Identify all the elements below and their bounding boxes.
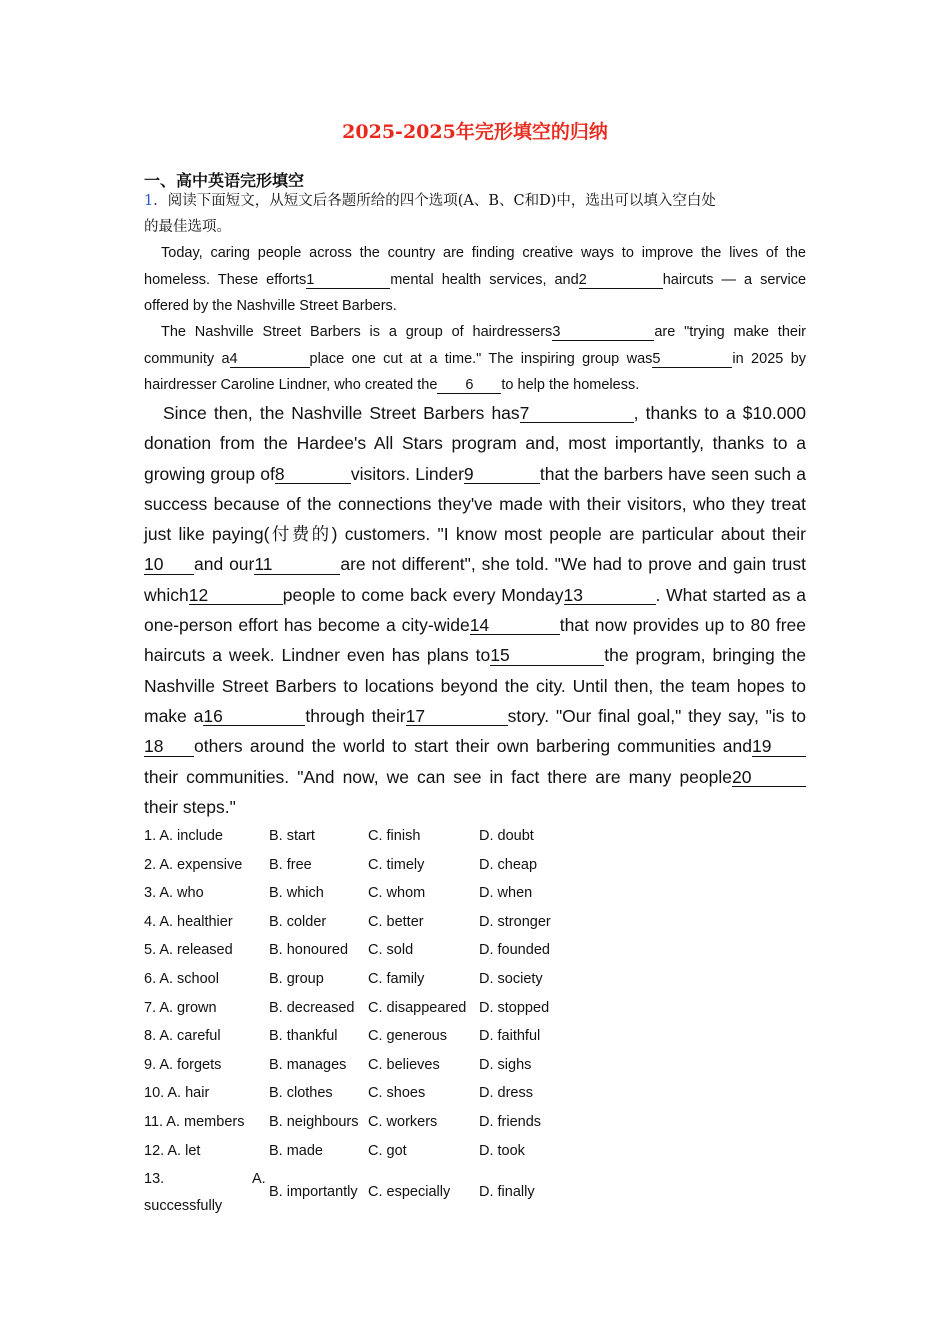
- text: others around the world to start their own barbering communities and: [194, 736, 752, 757]
- text: that now provides up to 80 free: [559, 615, 807, 636]
- question-instruction: [144, 188, 806, 240]
- option-c[interactable]: C. disappeared: [368, 999, 467, 1016]
- option-c[interactable]: C. sold: [368, 942, 414, 959]
- text: that the barbers have seen such a: [539, 463, 806, 484]
- option-d[interactable]: D. faithful: [479, 1028, 541, 1045]
- option-c[interactable]: C. family: [368, 970, 425, 987]
- p3-line-9: [144, 640, 806, 670]
- option-a[interactable]: 7. A. grown: [144, 999, 217, 1016]
- text: are "trying make their: [654, 324, 806, 340]
- option-d[interactable]: D. stronger: [479, 913, 551, 930]
- option-row-7: [144, 996, 806, 1025]
- blank-16[interactable]: 16: [203, 707, 305, 726]
- option-a[interactable]: successfully: [144, 1198, 223, 1215]
- text: homeless. These efforts: [144, 271, 307, 288]
- text: , thanks to a $10.000: [633, 403, 806, 423]
- option-b[interactable]: B. free: [269, 856, 312, 873]
- p3-line-13: [144, 762, 806, 792]
- option-b[interactable]: B. clothes: [269, 1085, 333, 1102]
- question-number: 1: [144, 193, 154, 209]
- p3-line-3: [144, 459, 806, 489]
- option-a[interactable]: 10. A. hair: [144, 1085, 210, 1102]
- text: make a: [144, 705, 204, 726]
- option-c[interactable]: C. shoes: [368, 1085, 426, 1102]
- option-row-1: [144, 824, 806, 853]
- option-d[interactable]: D. stopped: [479, 999, 550, 1016]
- option-row-11: [144, 1110, 806, 1139]
- text: hairdresser Caroline Lindner, who created the: [144, 377, 438, 393]
- blank-4[interactable]: 4: [230, 352, 310, 368]
- p1-line-2: [144, 267, 806, 294]
- option-d[interactable]: D. sighs: [479, 1056, 532, 1073]
- option-c[interactable]: C. workers: [368, 1113, 438, 1130]
- option-d[interactable]: D. friends: [479, 1113, 542, 1130]
- option-a[interactable]: 2. A. expensive: [144, 856, 243, 873]
- text: community a: [144, 350, 230, 367]
- p1-line-3: offered by the Nashville Street Barbers.: [144, 298, 397, 314]
- blank-3[interactable]: 3: [552, 325, 654, 341]
- option-b[interactable]: B. start: [269, 828, 315, 844]
- instruction-line-2: 的最佳选项。: [144, 219, 231, 235]
- option-d[interactable]: D. doubt: [479, 828, 534, 844]
- option-b[interactable]: B. thankful: [269, 1028, 338, 1045]
- option-b[interactable]: B. which: [269, 885, 324, 902]
- passage-paragraph-3: [144, 398, 806, 822]
- blank-11[interactable]: 11: [254, 555, 340, 574]
- blank-17[interactable]: 17: [406, 707, 508, 726]
- option-row-2: [144, 853, 806, 882]
- blank-2[interactable]: 2: [579, 273, 663, 289]
- p3-line-8: [144, 610, 806, 640]
- option-row-8: [144, 1024, 806, 1053]
- p3-line-6: [144, 549, 806, 579]
- blank-15[interactable]: 15: [490, 646, 604, 665]
- option-c[interactable]: C. whom: [368, 885, 426, 902]
- option-c[interactable]: C. especially: [368, 1184, 451, 1201]
- p3-line-11: [144, 701, 806, 731]
- text: their communities. "And now, we can see in fact there are many people: [144, 766, 732, 787]
- text: Since then, the Nashville Street Barbers has: [163, 403, 520, 423]
- option-b[interactable]: B. neighbours: [269, 1113, 359, 1130]
- option-b[interactable]: B. honoured: [269, 942, 349, 959]
- option-a[interactable]: 9. A. forgets: [144, 1056, 222, 1073]
- option-a[interactable]: 1. A. include: [144, 828, 223, 844]
- text: are not different", she told. "We had to prove and gain trust: [340, 554, 806, 575]
- instruction-line-1: ．阅读下面短文，从短文后各题所给的四个选项(A、B、C和D)中，选出可以填入空白处: [153, 193, 716, 209]
- option-row-3: [144, 881, 806, 910]
- p1-line-1: Today, caring people across the country are finding creative ways to improve the lives of the: [161, 245, 806, 261]
- option-b[interactable]: B. colder: [269, 913, 327, 930]
- option-row-4: [144, 910, 806, 939]
- text: one-person effort has become a city-wide: [144, 615, 470, 636]
- option-a[interactable]: 3. A. who: [144, 885, 204, 902]
- answer-options: [144, 824, 806, 1223]
- blank-6[interactable]: 6: [437, 378, 501, 394]
- option-d[interactable]: D. founded: [479, 942, 550, 959]
- p3-line-10: Nashville Street Barbers to locations beyond the city. Until then, the team hopes to: [144, 675, 806, 696]
- text: growing group of: [144, 463, 275, 484]
- blank-1[interactable]: 1: [306, 273, 390, 289]
- p3-line-2: donation from the Hardee's All Stars program and, most importantly, thanks to a: [144, 433, 806, 454]
- blank-19[interactable]: 19: [752, 737, 806, 756]
- text: place one cut at a time." The inspiring group was: [309, 350, 653, 367]
- text: haircuts a week. Lindner even has plans to: [144, 645, 491, 666]
- passage-paragraph-1: [144, 240, 806, 320]
- option-d[interactable]: D. dress: [479, 1085, 533, 1102]
- p3-line-12: [144, 731, 806, 761]
- option-c[interactable]: C. generous: [368, 1028, 447, 1045]
- option-c[interactable]: C. better: [368, 913, 424, 930]
- option-c[interactable]: C. believes: [368, 1056, 440, 1073]
- text: in 2025 by: [732, 350, 807, 367]
- blank-13[interactable]: 13: [564, 586, 656, 605]
- text: through their: [305, 705, 406, 726]
- p3-line-5: just like paying(付费的) customers. "I know most people are particular about their: [144, 524, 806, 545]
- option-b[interactable]: B. decreased: [269, 999, 355, 1016]
- text: haircuts — a service: [662, 271, 807, 288]
- option-c[interactable]: C. finish: [368, 828, 421, 844]
- option-a[interactable]: 11. A. members: [144, 1113, 245, 1130]
- option-b[interactable]: B. manages: [269, 1056, 347, 1073]
- p2-line-2: [144, 346, 806, 373]
- blank-8[interactable]: 8: [275, 465, 351, 484]
- p3-line-4: success because of the connections they've made with their visitors, who they treat: [144, 493, 806, 514]
- blank-14[interactable]: 14: [470, 616, 560, 635]
- p2-line-1: [144, 319, 806, 346]
- option-a[interactable]: 12. A. let: [144, 1142, 201, 1159]
- blank-10[interactable]: 10: [144, 555, 194, 574]
- section-heading: 一、高中英语完形填空: [144, 171, 305, 190]
- passage-paragraph-2: [144, 319, 806, 399]
- blank-9[interactable]: 9: [464, 465, 540, 484]
- p3-line-14: their steps.": [144, 796, 236, 817]
- option-d[interactable]: D. finally: [479, 1184, 535, 1201]
- option-13-number: 13.: [144, 1171, 165, 1188]
- text: people to come back every Monday: [282, 584, 564, 605]
- option-row-5: [144, 938, 806, 967]
- option-d[interactable]: D. society: [479, 970, 543, 987]
- blank-12[interactable]: 12: [189, 586, 283, 605]
- option-a[interactable]: 8. A. careful: [144, 1028, 221, 1045]
- option-row-13: [144, 1167, 806, 1223]
- option-b[interactable]: B. group: [269, 970, 324, 987]
- option-row-6: [144, 967, 806, 996]
- text: the program, bringing the: [604, 645, 806, 666]
- option-d[interactable]: D. cheap: [479, 856, 538, 873]
- text: which: [144, 584, 189, 605]
- option-row-9: [144, 1053, 806, 1082]
- text: story. "Our final goal," they say, "is to: [507, 705, 806, 726]
- p2-line-3: [144, 372, 806, 399]
- option-a[interactable]: 4. A. healthier: [144, 913, 233, 930]
- option-c[interactable]: C. timely: [368, 856, 425, 873]
- text: to help the homeless.: [501, 377, 640, 393]
- text: The Nashville Street Barbers is a group of hairdressers: [161, 324, 553, 340]
- option-c[interactable]: C. got: [368, 1142, 407, 1159]
- option-a-letter[interactable]: A.: [252, 1171, 266, 1188]
- blank-7[interactable]: 7: [520, 404, 634, 423]
- option-b[interactable]: B. made: [269, 1142, 323, 1159]
- p3-line-7: [144, 580, 806, 610]
- option-d[interactable]: D. when: [479, 885, 533, 902]
- option-row-10: [144, 1081, 806, 1110]
- text: and our: [194, 554, 255, 575]
- blank-5[interactable]: 5: [652, 352, 732, 368]
- option-a[interactable]: 5. A. released: [144, 942, 233, 959]
- option-row-12: [144, 1139, 806, 1168]
- option-b[interactable]: B. importantly: [269, 1184, 358, 1201]
- text: mental health services, and: [390, 271, 579, 288]
- p3-line-1: [144, 398, 806, 428]
- option-d[interactable]: D. took: [479, 1142, 525, 1159]
- option-a[interactable]: 6. A. school: [144, 970, 219, 987]
- page-title: 2025-2025年完形填空的归纳: [342, 121, 608, 143]
- text: visitors. Linder: [350, 463, 464, 484]
- text: . What started as a: [655, 584, 806, 605]
- blank-20[interactable]: 20: [732, 768, 806, 787]
- blank-18[interactable]: 18: [144, 737, 194, 756]
